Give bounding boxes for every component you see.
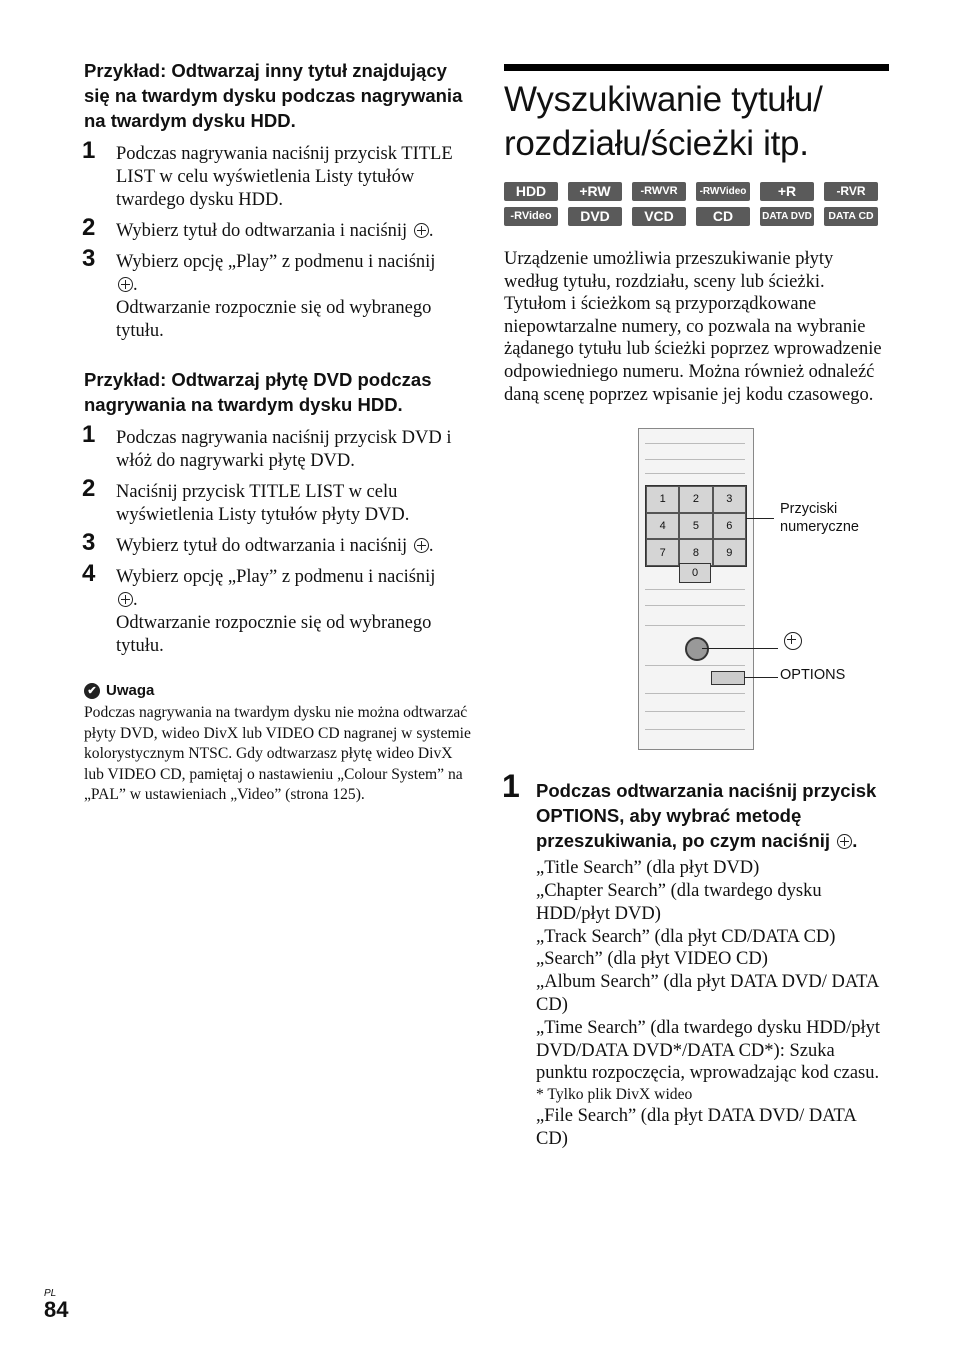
step-text: Podczas nagrywania naciśnij przycisk DVD i włóż do nagrywarki płytę DVD. <box>116 428 452 471</box>
section-heading <box>504 78 890 166</box>
option-track-search: „Track Search” (dla płyt CD/DATA CD) <box>536 926 836 947</box>
enter-button-icon <box>837 834 852 849</box>
key-6: 6 <box>713 513 746 540</box>
example1-title: Przykład: Odtwarzaj inny tytuł znajdujący się na twardym dysku podczas nagrywania na twardym dysku HDD. <box>84 60 463 131</box>
key-9: 9 <box>713 539 746 566</box>
key-2: 2 <box>679 486 712 513</box>
badge-vcd: VCD <box>632 207 686 226</box>
search-options-list <box>536 857 890 1151</box>
key-1: 1 <box>646 486 679 513</box>
badge-data-dvd: DATA DVD <box>760 207 814 226</box>
ex2-step-4: 4 Wybierz opcję „Play” z podmenu i naciśnij . Odtwarzanie rozpocznie się od wybranego tytułu. <box>82 560 436 656</box>
heading-line-1: Wyszukiwanie tytułu/ <box>504 80 823 119</box>
callout-line-enter <box>702 648 778 649</box>
numeric-keypad <box>645 485 747 567</box>
option-title-search: „Title Search” (dla płyt DVD) <box>536 858 760 879</box>
step-result: Odtwarzanie rozpocznie się od wybranego tytułu. <box>116 613 432 656</box>
enter-button-icon <box>118 592 133 607</box>
badge-rw-video: -RWVideo <box>696 182 750 201</box>
ex2-step-1 <box>82 421 474 473</box>
remote-control <box>638 428 754 750</box>
remote-illustration <box>504 428 890 758</box>
enter-dial-icon <box>685 637 709 661</box>
badge-cd: CD <box>696 207 750 226</box>
enter-button-icon <box>118 277 133 292</box>
page-language: PL <box>44 1288 57 1299</box>
step-number: 1 <box>82 137 96 164</box>
label-numeric-buttons: Przyciski numeryczne <box>780 501 859 536</box>
enter-button-icon <box>414 538 429 553</box>
option-search: „Search” (dla płyt VIDEO CD) <box>536 949 768 970</box>
step-text: Podczas nagrywania naciśnij przycisk TITLE LIST w celu wyświetlenia Listy tytułów twardego dysku HDD. <box>116 144 453 210</box>
option-chapter-search: „Chapter Search” (dla twardego dysku HDD/płyt DVD) <box>536 880 822 924</box>
note-text: Podczas nagrywania na twardym dysku nie można odtwarzać płyty DVD, wideo DivX lub VIDEO CD nagranej w systemie kolorystycznym NTSC. Gdy odtwarzasz płytę wideo DivX lub VIDEO CD, pamiętaj o nastawieniu „Colour System” na „PAL” w ustawieniach „Video” (strona 125). <box>84 704 471 803</box>
ex1-step-1 <box>82 137 474 212</box>
disc-type-badges <box>504 182 890 226</box>
badge-rw-vr: -RWVR <box>632 182 686 201</box>
badge-r-video: -RVideo <box>504 207 558 226</box>
step-number: 3 <box>82 245 96 272</box>
page-number <box>44 1288 68 1322</box>
intro-paragraph: Urządzenie umożliwia przeszukiwanie płyty według tytułu, rozdziału, sceny lub ścieżki. Tytułom i ścieżkom są przyporządkowane niepowtarzalne numery, co pozwala na wybranie żądanego tytułu lub ścieżki poprzez wprowadzenie odpowiedniego numeru. Można również odnaleźć daną scenę poprzez wpisanie jej kodu czasowego. <box>504 249 882 405</box>
example2-title: Przykład: Odtwarzaj płytę DVD podczas nagrywania na twardym dysku HDD. <box>84 369 432 415</box>
key-3: 3 <box>713 486 746 513</box>
heading-line-2: rozdziału/ścieżki itp. <box>504 124 809 163</box>
page-number-value: 84 <box>44 1297 69 1322</box>
key-4: 4 <box>646 513 679 540</box>
enter-button-icon <box>784 632 802 650</box>
badge-r-vr: -RVR <box>824 182 878 201</box>
option-album-search: „Album Search” (dla płyt DATA DVD/ DATA CD) <box>536 972 879 1015</box>
step-title: Podczas odtwarzania naciśnij przycisk OPTIONS, aby wybrać metodę przeszukiwania, po czym naciśnij . <box>536 780 877 852</box>
badge-hdd: HDD <box>504 182 558 201</box>
ex2-step-2 <box>82 475 474 527</box>
step-text: Wybierz opcję „Play” z podmenu i naciśnij <box>116 567 436 587</box>
footnote: * Tylko plik DivX wideo <box>536 1086 693 1104</box>
badge-data-cd: DATA CD <box>824 207 878 226</box>
key-8: 8 <box>679 539 712 566</box>
step-number: 1 <box>502 768 520 805</box>
step-result: Odtwarzanie rozpocznie się od wybranego tytułu. <box>116 298 432 341</box>
badge-dvd: DVD <box>568 207 622 226</box>
step-text: Wybierz tytuł do odtwarzania i naciśnij <box>116 221 408 241</box>
note-icon: ✔ <box>84 683 100 699</box>
step-number: 1 <box>82 421 96 448</box>
search-step-1 <box>502 768 890 1151</box>
step-number: 2 <box>82 214 96 241</box>
callout-line-numeric <box>746 518 774 519</box>
step-number: 3 <box>82 529 96 556</box>
key-7: 7 <box>646 539 679 566</box>
step-number: 4 <box>82 560 96 587</box>
key-5: 5 <box>679 513 712 540</box>
step-text: Naciśnij przycisk TITLE LIST w celu wyświetlenia Listy tytułów płyty DVD. <box>116 482 410 525</box>
step-text: Wybierz opcję „Play” z podmenu i naciśnij <box>116 252 436 272</box>
step-number: 2 <box>82 475 96 502</box>
label-options: OPTIONS <box>780 667 846 684</box>
callout-line-options <box>744 677 778 678</box>
ex2-step-3: 3 Wybierz tytuł do odtwarzania i naciśnij . <box>82 529 434 556</box>
ex1-step-2: 2 Wybierz tytuł do odtwarzania i naciśnij . <box>82 214 434 241</box>
ex1-step-3: 3 Wybierz opcję „Play” z podmenu i naciśnij . Odtwarzanie rozpocznie się od wybranego tytułu. <box>82 245 436 341</box>
right-column <box>504 64 890 1151</box>
badge-plus-r: +R <box>760 182 814 201</box>
step-title-text: Podczas odtwarzania naciśnij przycisk OPTIONS, aby wybrać metodę przeszukiwania, po czym naciśnij <box>536 780 877 852</box>
enter-button-icon <box>414 223 429 238</box>
left-column <box>84 58 474 806</box>
options-button <box>711 671 745 685</box>
note-title: Uwaga <box>106 682 155 699</box>
note-heading <box>84 682 474 699</box>
badge-plus-rw: +RW <box>568 182 622 201</box>
option-file-search: „File Search” (dla płyt DATA DVD/ DATA CD) <box>536 1106 856 1149</box>
key-0: 0 <box>679 563 711 583</box>
option-time-search: „Time Search” (dla twardego dysku HDD/płyt DVD/DATA DVD*/DATA CD*): Szuka punktu rozpoczęcia, wprowadzając kod czasu. <box>536 1017 881 1084</box>
step-text: Wybierz tytuł do odtwarzania i naciśnij <box>116 536 408 556</box>
